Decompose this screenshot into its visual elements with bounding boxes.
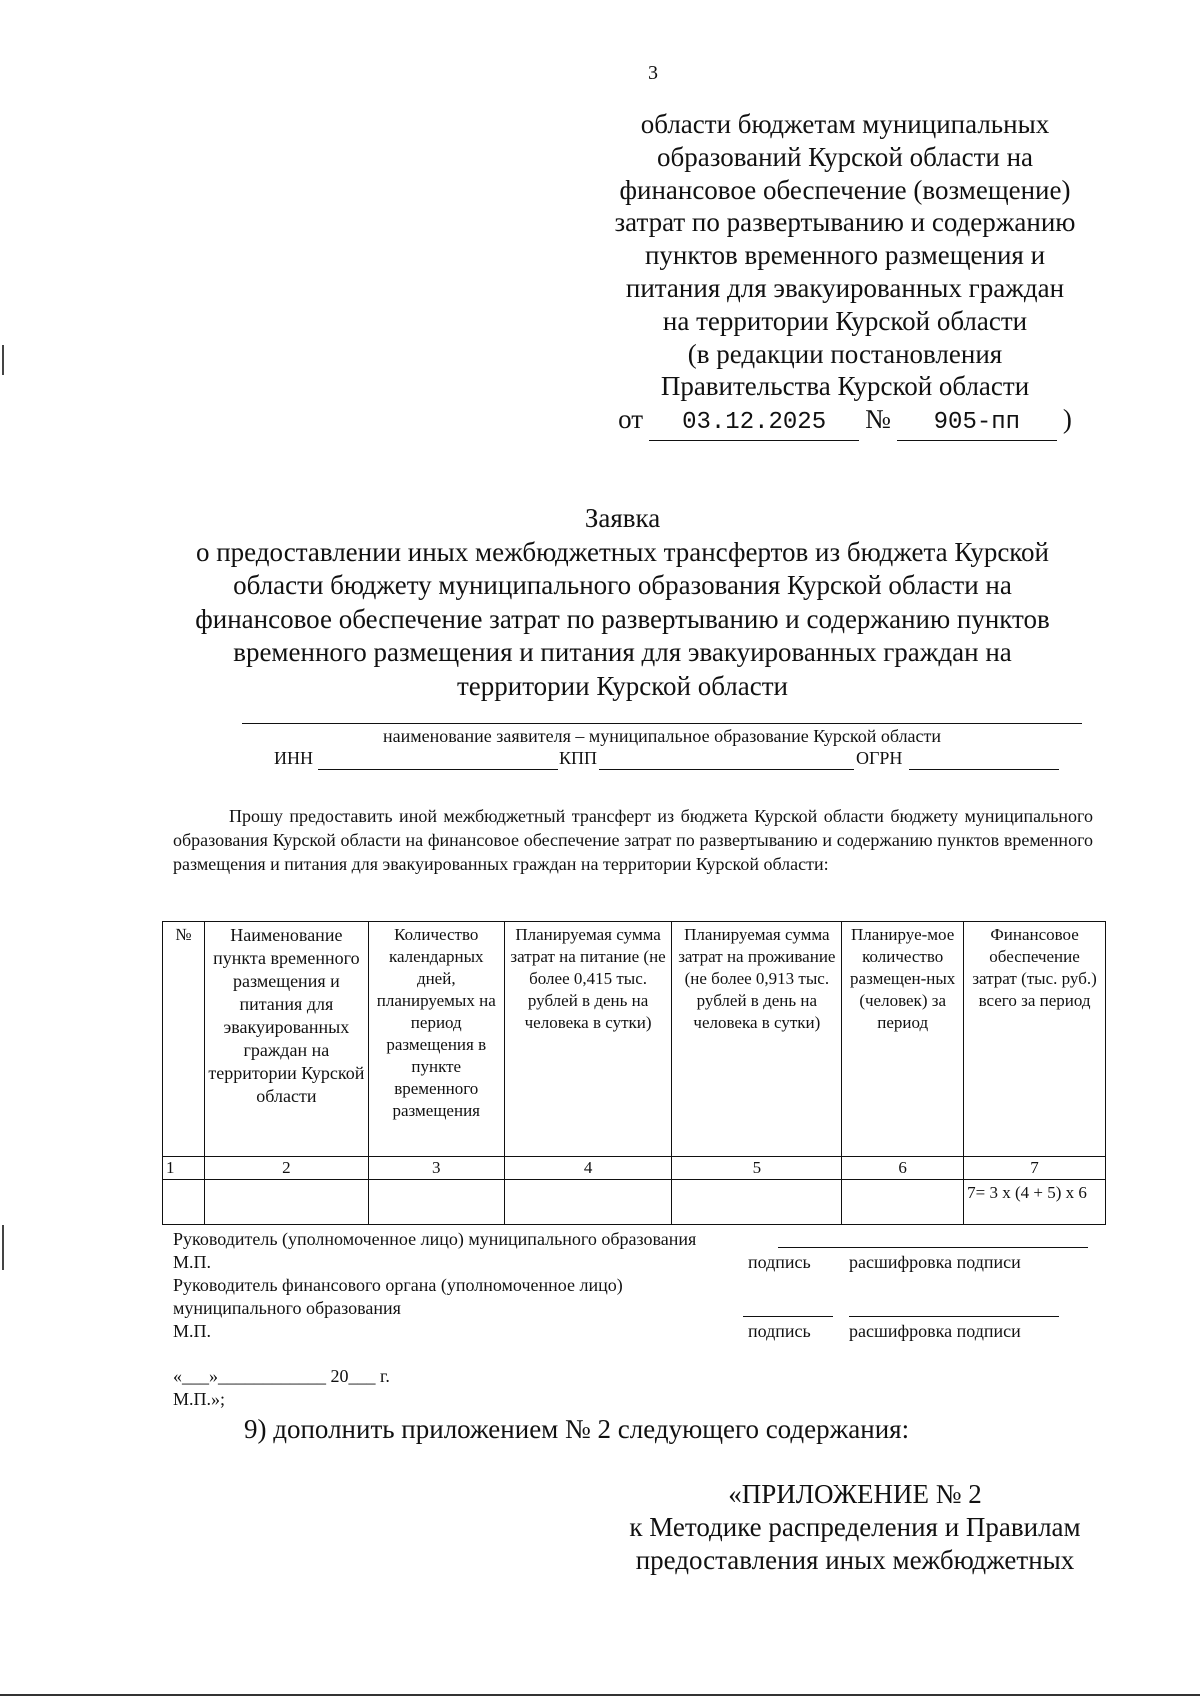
annex-line: предоставления иных межбюджетных [635,1544,1075,1575]
signature-caption: подпись [748,1252,811,1272]
applicant-name-line [242,723,1082,724]
fin-label: муниципального образования [173,1298,401,1318]
requisites-row [274,748,1064,772]
header-line: Правительства Курской области [660,371,1030,402]
table-header: № [163,922,205,1157]
ogrn-label: ОГРН [856,748,903,768]
resolution-date-row [560,403,1130,441]
table-index-row [163,1157,1106,1180]
table-header: Планируемая сумма затрат на проживание (не более 0,913 тыс. рублей в день на человека в сутки) [672,922,842,1157]
table-header-row [163,922,1106,1157]
header-line: образований Курской области на [656,141,1034,172]
title-line: временного размещения и питания для эвакуированных граждан на [233,637,1012,667]
table-cell[interactable] [204,1180,368,1225]
amendment-item: 9) дополнить приложением № 2 следующего содержания: [244,1414,910,1444]
title-line: области бюджету муниципального образования Курской области на [233,570,1012,600]
stamp-label: М.П. [173,1321,212,1341]
table-header: Планируе-мое количество размещен-ных (человек) за период [842,922,964,1157]
page-number: 3 [648,62,658,84]
date-block [173,1365,390,1411]
table-cell[interactable] [842,1180,964,1225]
request-paragraph: Прошу предоставить иной межбюджетный трансферт из бюджета Курской области бюджету муниципального образования Курской области на финансовое обеспечение затрат по развертыванию и содержанию пунктов временного размещения и питания для эвакуированных граждан на территории Курской области: [173,806,1093,874]
table-cell: 7 [964,1157,1106,1180]
stamp-label: М.П. [173,1252,212,1272]
title-line: о предоставлении иных межбюджетных трансфертов из бюджета Курской [195,536,1050,567]
header-line: пунктов временного размещения и [644,240,1046,271]
annex-line: к Методике распределения и Правилам [629,1511,1081,1542]
table-cell: 6 [842,1157,964,1180]
close-paren: ) [1062,404,1072,435]
table-header: Планируемая сумма затрат на питание (не более 0,415 тыс. рублей в день на человека в сутки) [504,922,672,1157]
applicant-caption: наименование заявителя – муниципальное образование Курской области [382,726,942,746]
table-cell: 1 [163,1157,205,1180]
kpp-label: КПП [559,748,598,768]
request-table [162,921,1106,1225]
title-line: территории Курской области [457,670,788,701]
title-block [160,502,1085,703]
stamp-label: М.П.»; [173,1389,226,1409]
header-line: (в редакции постановления [687,338,1003,369]
table-cell: 4 [504,1157,672,1180]
kpp-field [599,769,854,770]
header-line: питания для эвакуированных граждан [625,272,1065,303]
header-line: финансовое обеспечение (возмещение) [619,174,1071,205]
head-signature-line [778,1247,1088,1248]
decode-caption: расшифровка подписи [849,1252,1021,1272]
date-field: «___»____________ 20___ г. [173,1366,390,1386]
inn-field [318,769,558,770]
table-cell: 3 [368,1157,504,1180]
formula-cell: 7= 3 х (4 + 5) х 6 [964,1180,1106,1225]
scan-bottom-edge [0,1694,1200,1696]
scan-edge-mark [2,345,4,375]
header-line: на территории Курской области [662,305,1028,336]
inn-label: ИНН [274,748,313,768]
header-line: области бюджетам муниципальных [640,109,1050,139]
table-cell[interactable] [504,1180,672,1225]
resolution-date: 03.12.2025 [649,407,859,441]
signature-block [173,1228,1093,1343]
resolution-number: 905-пп [897,407,1057,441]
title-line: финансовое обеспечение затрат по развертыванию и содержанию пунктов [195,603,1050,634]
table-cell[interactable] [368,1180,504,1225]
fin-label: Руководитель финансового органа (уполномоченное лицо) [173,1275,623,1295]
date-prefix: от [618,404,644,435]
table-header: Финансовое обеспечение затрат (тыс. руб.) всего за период [964,922,1106,1157]
table-cell[interactable] [672,1180,842,1225]
header-block [560,108,1130,441]
fin-signature-line [743,1316,833,1317]
fin-decode-line [849,1316,1059,1317]
document-title: Заявка [584,503,661,533]
table-header: Количество календарных дней, планируемых на период размещения в пункте временного размещения [368,922,504,1157]
table-cell: 2 [204,1157,368,1180]
scan-edge-mark [2,1225,4,1270]
head-label: Руководитель (уполномоченное лицо) муниципального образования [173,1229,697,1249]
number-prefix: № [865,404,891,435]
annex-header [600,1478,1110,1576]
table-cell[interactable] [163,1180,205,1225]
header-line: затрат по развертыванию и содержанию [614,207,1076,238]
signature-caption: подпись [748,1321,811,1341]
annex-line: «ПРИЛОЖЕНИЕ № 2 [728,1479,982,1509]
table-row [163,1180,1106,1225]
table-header: Наименование пункта временного размещения и питания для эвакуированных граждан на территории Курской области [204,922,368,1157]
decode-caption: расшифровка подписи [849,1321,1021,1341]
ogrn-field [909,769,1059,770]
table-cell: 5 [672,1157,842,1180]
